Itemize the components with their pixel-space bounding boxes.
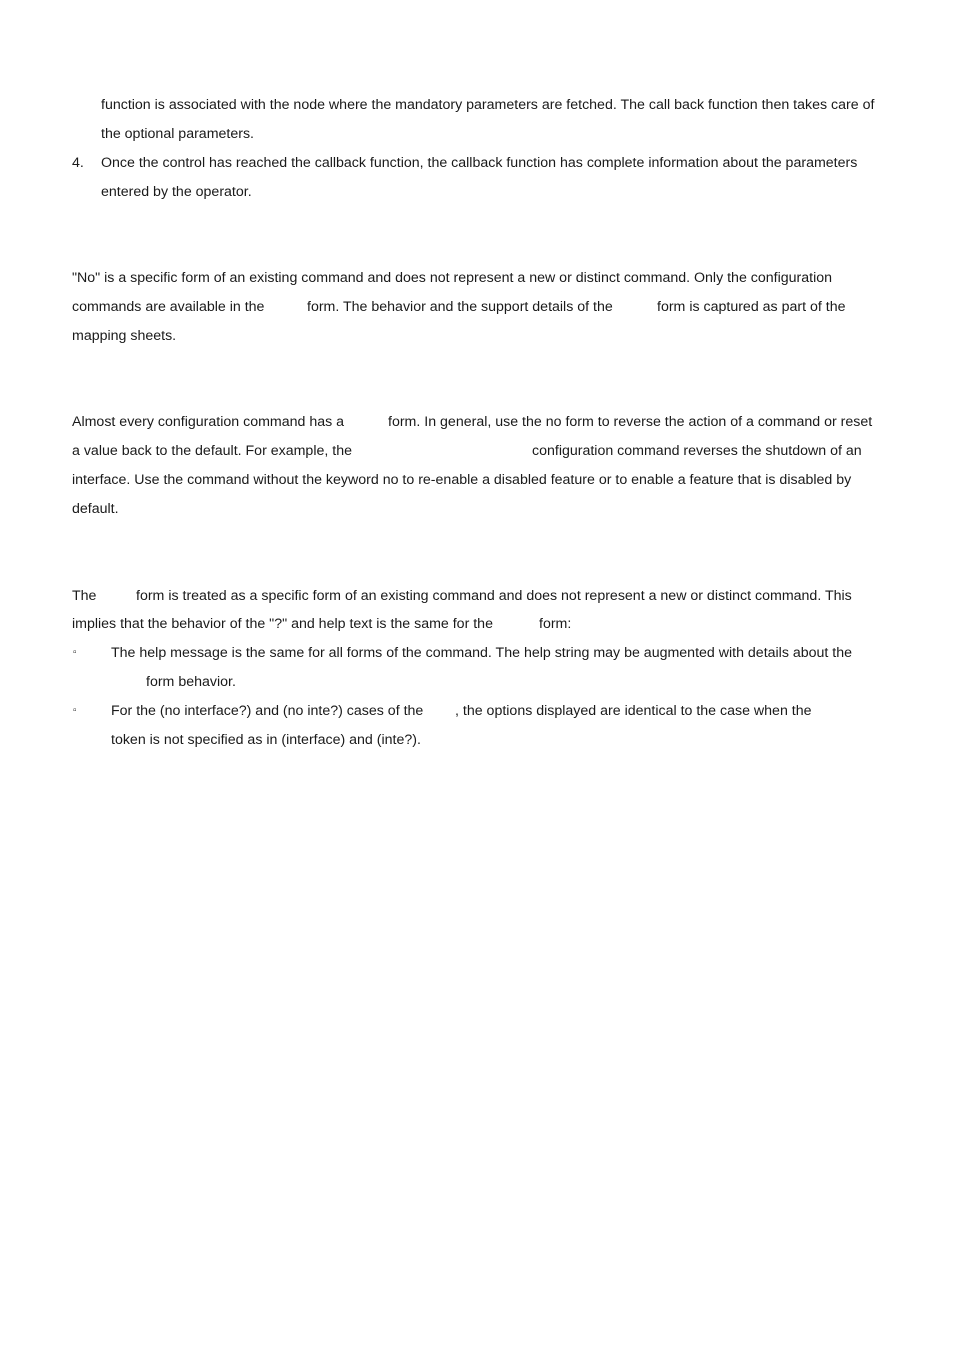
paragraph-no-form-line-1: "No" is a specific form of an existing command and does not represent a new or distinct command. Only the configuration [72, 270, 833, 286]
bullet-marker-icon: ▫ [73, 647, 77, 658]
bullet-2-line-1b: , the options displayed are identical to the case when the [455, 703, 812, 719]
list-item-3-line-2: the optional parameters. [101, 126, 255, 142]
paragraph-no-form-line-2c: form is captured as part of the [657, 299, 846, 315]
paragraph-almost-line-2a: a value back to the default. For example, the [72, 443, 352, 459]
paragraph-treated-line-1b: form is treated as a specific form of an existing command and does not represent a new or distinct command. This [136, 588, 852, 604]
bullet-marker-icon: ▫ [73, 705, 77, 716]
paragraph-almost-line-1a: Almost every configuration command has a [72, 414, 345, 430]
paragraph-treated-line-2b: form: [539, 616, 572, 632]
paragraph-almost-line-3: interface. Use the command without the keyword no to re-enable a disabled feature or to enable a feature that is disabled by [72, 472, 852, 488]
bullet-2-line-2: token is not specified as in (interface) and (inte?). [111, 732, 421, 748]
paragraph-treated-line-2a: implies that the behavior of the "?" and help text is the same for the [72, 616, 493, 632]
paragraph-almost-line-2b: configuration command reverses the shutdown of an [532, 443, 862, 459]
bullet-1-line-2: form behavior. [146, 674, 236, 690]
list-item-4-number: 4. [72, 155, 84, 171]
paragraph-no-form-line-2b: form. The behavior and the support details of the [307, 299, 613, 315]
list-item-4-line-2: entered by the operator. [101, 184, 252, 200]
bullet-1-line-1: The help message is the same for all forms of the command. The help string may be augmented with details about the [111, 645, 853, 661]
list-item-4-line-1: Once the control has reached the callback function, the callback function has complete information about the parameters [101, 155, 858, 171]
paragraph-treated-line-1a: The [72, 588, 97, 604]
paragraph-no-form-line-3: mapping sheets. [72, 328, 177, 344]
bullet-2-line-1a: For the (no interface?) and (no inte?) cases of the [111, 703, 424, 719]
paragraph-almost-line-4: default. [72, 501, 119, 517]
list-item-3-line-1: function is associated with the node where the mandatory parameters are fetched. The call back function then takes care of [101, 97, 875, 113]
paragraph-almost-line-1b: form. In general, use the no form to reverse the action of a command or reset [388, 414, 873, 430]
paragraph-no-form-line-2a: commands are available in the [72, 299, 265, 315]
